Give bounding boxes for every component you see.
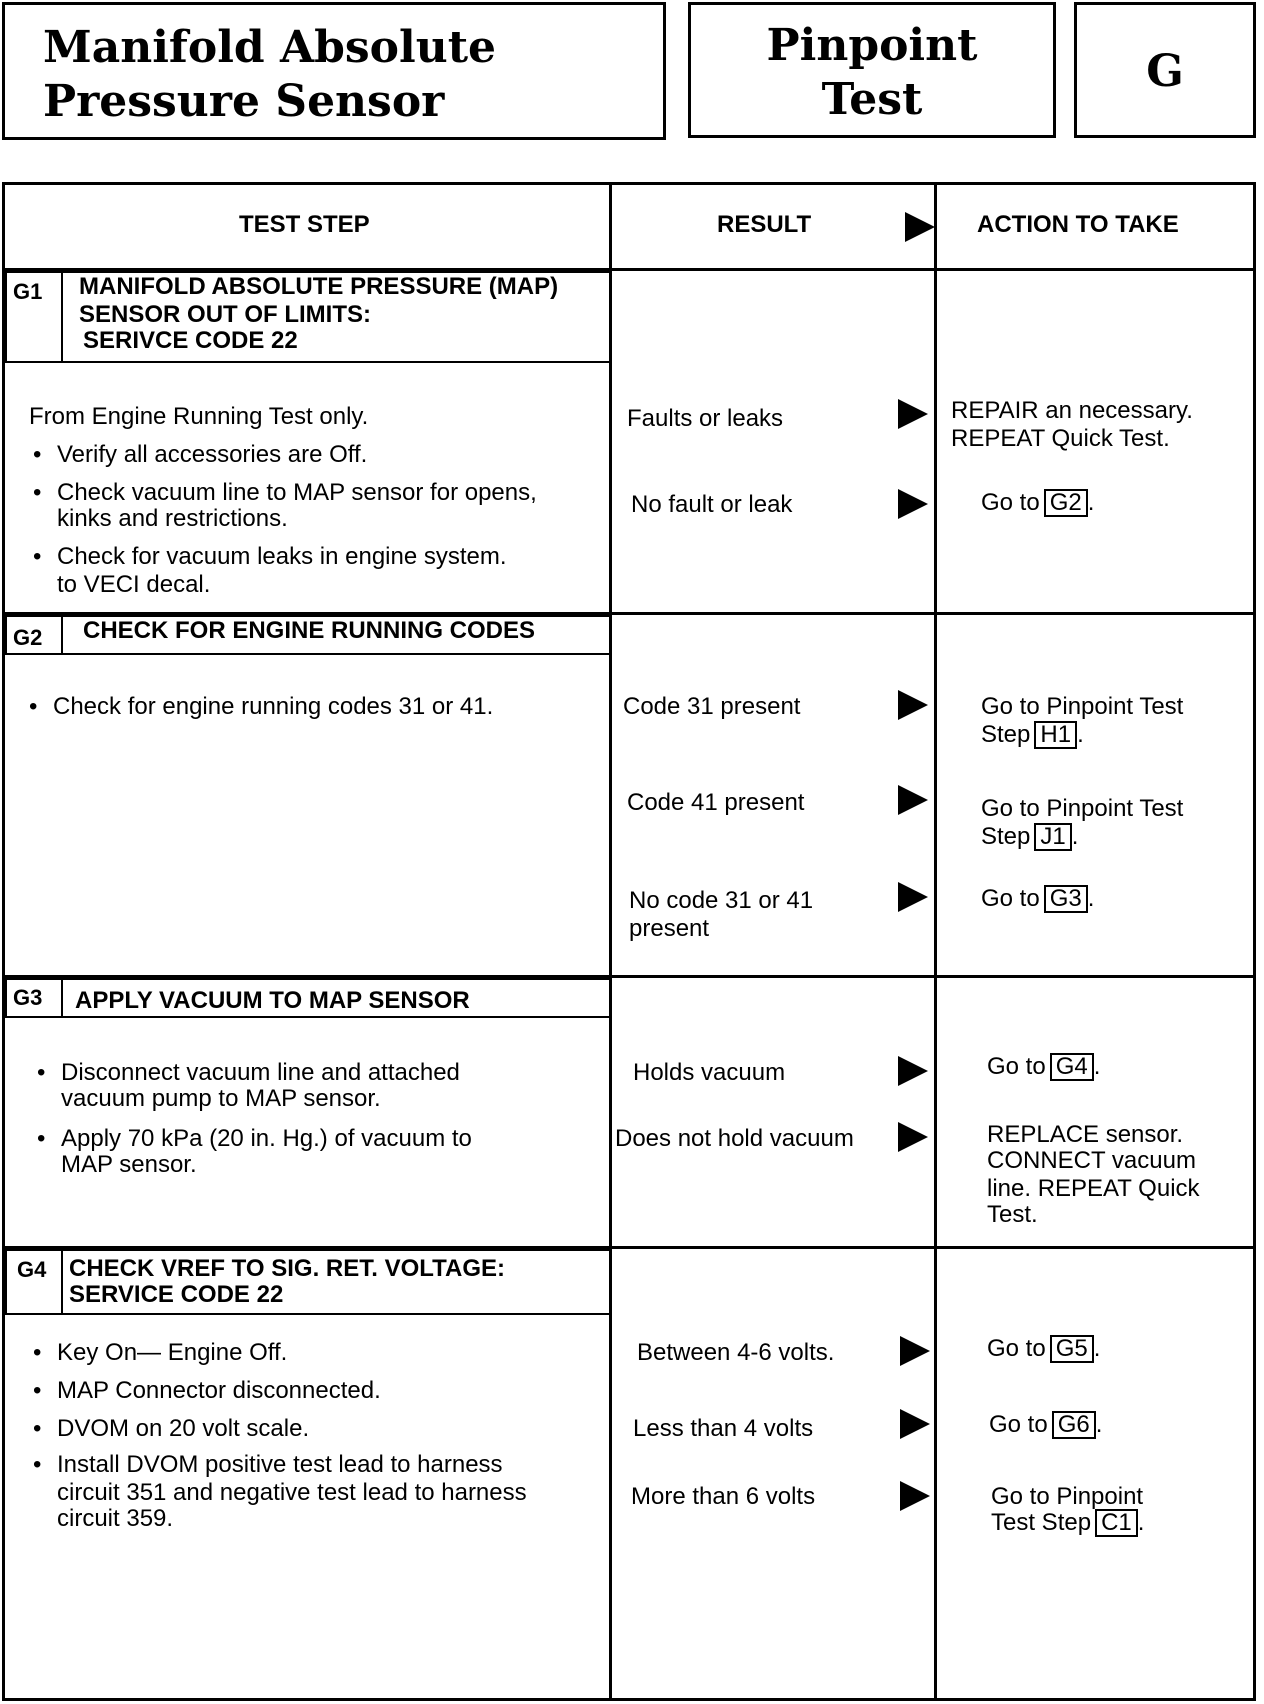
step-g4-bullet: • MAP Connector disconnected.: [57, 1377, 381, 1405]
arrow-icon: [900, 1481, 930, 1511]
page-title-line2: Pressure Sensor: [43, 76, 445, 127]
result-g1-1: Faults or leaks: [627, 405, 784, 432]
step-title-g1-line2: SENSOR OUT OF LIMITS:: [79, 301, 371, 328]
action-g3-1: Go to G4 .: [987, 1053, 1101, 1080]
step-id-g2: G2: [13, 625, 43, 650]
step-g1-bullet: • Check for vacuum leaks in engine system.: [57, 543, 507, 571]
step-id-g4: G4: [17, 1257, 47, 1282]
action-g3-2-line1: REPLACE sensor.: [987, 1121, 1184, 1148]
action-g3-2-line4: Test.: [987, 1201, 1038, 1228]
step-g1-bullet: • Check vacuum line to MAP sensor for opens,: [57, 479, 537, 507]
arrow-icon: [898, 1056, 928, 1086]
action-g1-1-line1: REPAIR an necessary.: [951, 397, 1193, 424]
step-ref-h1[interactable]: H1: [1034, 721, 1077, 749]
step-ref-g6[interactable]: G6: [1052, 1411, 1096, 1439]
action-g1-1-line2: REPEAT Quick Test.: [951, 425, 1170, 452]
action-g2-1-line1: Go to Pinpoint Test: [981, 693, 1184, 720]
step-id-divider: [61, 271, 63, 363]
action-g1-2: Go to G2 .: [981, 489, 1095, 516]
step-g4-bullet: • Key On— Engine Off.: [57, 1339, 287, 1367]
column-divider-1: [609, 185, 612, 1698]
step-title-g3: APPLY VACUUM TO MAP SENSOR: [75, 987, 470, 1014]
action-text: Go to: [987, 1053, 1046, 1080]
step-g3-bullet-cont: vacuum pump to MAP sensor.: [61, 1085, 381, 1112]
step-id-divider: [61, 615, 63, 655]
result-g3-1: Holds vacuum: [633, 1059, 786, 1086]
action-g4-2: Go to G6 .: [989, 1411, 1103, 1438]
result-g4-3: More than 6 volts: [631, 1483, 816, 1510]
action-text: Go to: [987, 1335, 1046, 1362]
step-ref-g5[interactable]: G5: [1050, 1335, 1094, 1363]
action-g4-3-line2: Test Step C1 .: [991, 1509, 1145, 1536]
action-g3-2-line2: CONNECT vacuum: [987, 1147, 1196, 1174]
step-ref-c1[interactable]: C1: [1095, 1509, 1138, 1537]
arrow-icon: [898, 690, 928, 720]
test-type-line1: Pinpoint: [766, 20, 978, 71]
action-text: Step: [981, 823, 1031, 850]
step-ref-g4[interactable]: G4: [1050, 1053, 1094, 1081]
column-header-test-step: TEST STEP: [239, 211, 370, 238]
arrow-icon: [898, 399, 928, 429]
result-g2-2: Code 41 present: [627, 789, 805, 816]
arrow-icon: [905, 212, 935, 242]
arrow-icon: [898, 785, 928, 815]
action-g2-2-line2: Step J1 .: [981, 823, 1079, 850]
action-g4-3-line1: Go to Pinpoint: [991, 1483, 1144, 1510]
arrow-icon: [898, 882, 928, 912]
step-id-divider: [61, 1249, 63, 1315]
step-title-g2: CHECK FOR ENGINE RUNNING CODES: [83, 617, 536, 644]
test-type-line2: Test: [821, 74, 923, 125]
step-id-g1: G1: [13, 279, 43, 304]
step-g1-bullet-cont: kinks and restrictions.: [57, 505, 288, 532]
action-g3-2-line3: line. REPEAT Quick: [987, 1175, 1200, 1202]
action-text: Go to: [981, 489, 1040, 516]
step-g4-bullet: • Install DVOM positive test lead to harness: [57, 1451, 503, 1479]
test-type-box: [688, 2, 1056, 138]
pinpoint-table: [2, 182, 1256, 1701]
title-box: [2, 2, 666, 140]
action-g2-2-line1: Go to Pinpoint Test: [981, 795, 1184, 822]
step-g1-bullet-cont: to VECI decal.: [57, 571, 211, 598]
arrow-icon: [900, 1409, 930, 1439]
result-g4-2: Less than 4 volts: [633, 1415, 814, 1442]
step-g3-bullet: • Disconnect vacuum line and attached: [61, 1059, 460, 1087]
arrow-icon: [898, 489, 928, 519]
result-g4-1: Between 4-6 volts.: [637, 1339, 835, 1366]
step-title-g4-line2: SERVICE CODE 22: [69, 1281, 284, 1308]
step-ref-g2[interactable]: G2: [1044, 489, 1088, 517]
result-g1-2: No fault or leak: [631, 491, 793, 518]
result-g2-3-line1: No code 31 or 41: [629, 887, 814, 914]
step-g1-instruction: From Engine Running Test only.: [29, 403, 369, 430]
action-g2-1-line2: Step H1 .: [981, 721, 1084, 748]
step-title-g4-line1: CHECK VREF TO SIG. RET. VOLTAGE:: [69, 1255, 506, 1282]
column-header-result: RESULT: [717, 211, 812, 238]
step-title-g1-line1: MANIFOLD ABSOLUTE PRESSURE (MAP): [79, 273, 559, 300]
action-g4-1: Go to G5 .: [987, 1335, 1101, 1362]
test-letter: G: [1146, 46, 1184, 97]
action-text: Go to: [981, 885, 1040, 912]
step-ref-j1[interactable]: J1: [1034, 823, 1071, 851]
step-ref-g3[interactable]: G3: [1044, 885, 1088, 913]
result-g2-3-line2: present: [629, 915, 710, 942]
action-text: Go to: [989, 1411, 1048, 1438]
column-divider-2: [934, 185, 937, 1698]
step-g4-bullet: • DVOM on 20 volt scale.: [57, 1415, 309, 1443]
test-letter-box: [1074, 2, 1256, 138]
result-g2-1: Code 31 present: [623, 693, 801, 720]
action-text: Test Step: [991, 1509, 1092, 1536]
action-g2-3: Go to G3 .: [981, 885, 1095, 912]
action-text: Step: [981, 721, 1031, 748]
step-id-divider: [61, 978, 63, 1018]
step-g2-bullet: • Check for engine running codes 31 or 41.: [53, 693, 493, 721]
step-g3-bullet-cont: MAP sensor.: [61, 1151, 197, 1178]
arrow-icon: [898, 1122, 928, 1152]
arrow-icon: [900, 1336, 930, 1366]
step-g4-bullet-cont: circuit 359.: [57, 1505, 174, 1532]
column-header-action: ACTION TO TAKE: [977, 211, 1179, 238]
step-g3-bullet: • Apply 70 kPa (20 in. Hg.) of vacuum to: [61, 1125, 472, 1153]
step-g4-bullet-cont: circuit 351 and negative test lead to harness: [57, 1479, 527, 1506]
result-g3-2: Does not hold vacuum: [615, 1125, 854, 1152]
step-title-g1-line3: SERIVCE CODE 22: [83, 327, 298, 354]
step-g1-bullet: • Verify all accessories are Off.: [57, 441, 367, 469]
step-id-g3: G3: [13, 985, 43, 1010]
page-title-line1: Manifold Absolute: [43, 22, 497, 73]
